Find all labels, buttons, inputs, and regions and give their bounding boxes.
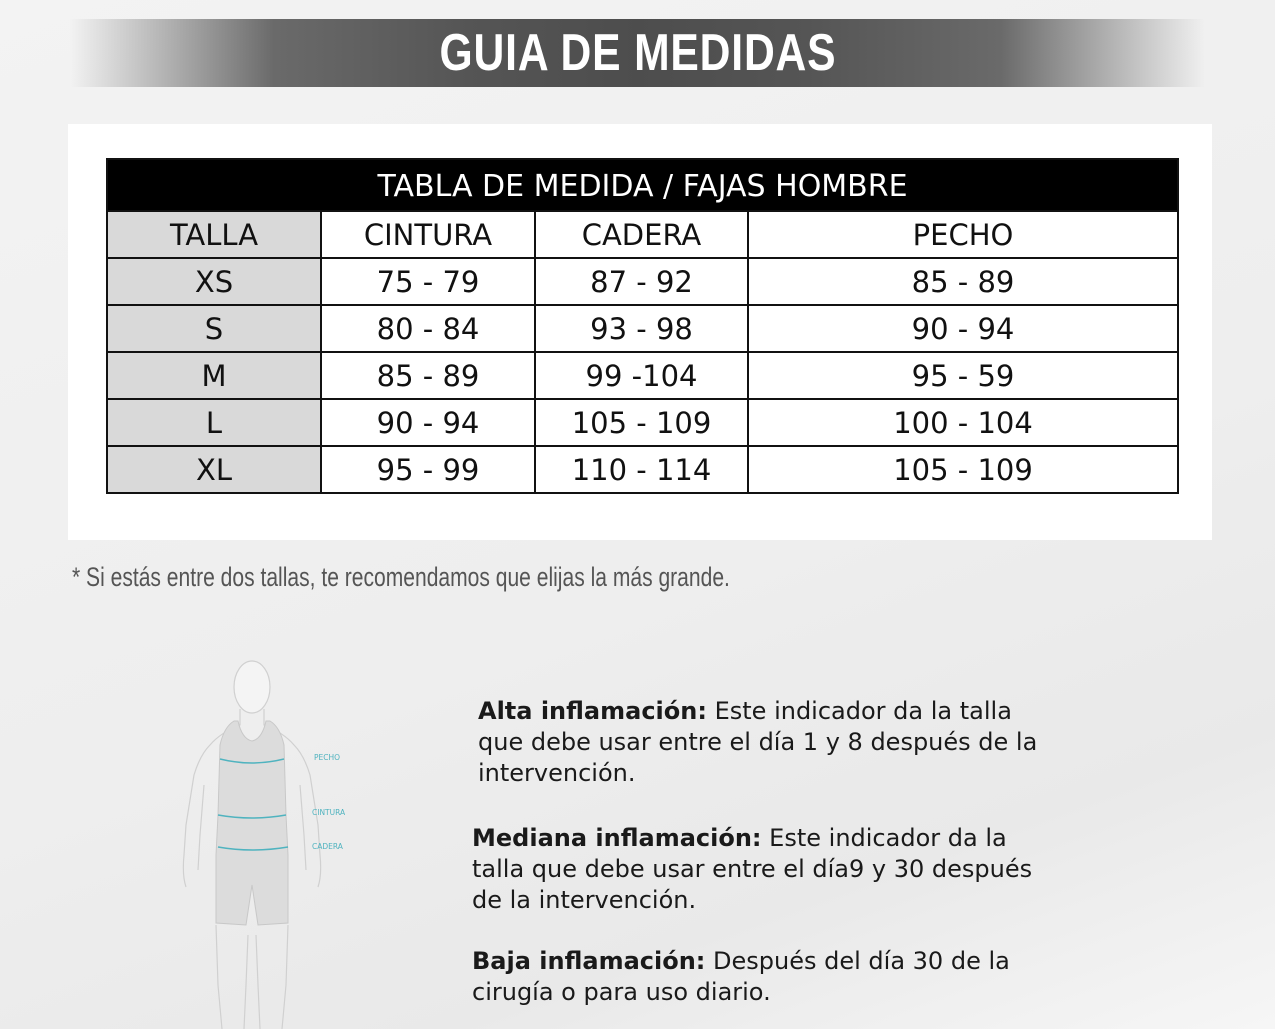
header-cintura: CINTURA bbox=[321, 211, 535, 258]
pecho-cell: 100 - 104 bbox=[748, 399, 1178, 446]
alta-inflamacion-text bbox=[478, 696, 1037, 789]
size-cell: XS bbox=[107, 258, 321, 305]
table-row bbox=[107, 399, 1178, 446]
header-cadera: CADERA bbox=[535, 211, 748, 258]
table-row bbox=[107, 258, 1178, 305]
header-pecho: PECHO bbox=[748, 211, 1178, 258]
alta-line1: Este indicador da la talla bbox=[714, 697, 1012, 725]
cadera-label: CADERA bbox=[312, 842, 343, 851]
mediana-line3: de la intervención. bbox=[472, 886, 697, 914]
pecho-label: PECHO bbox=[314, 753, 341, 762]
baja-label: Baja inflamación: bbox=[472, 947, 706, 975]
cadera-cell: 87 - 92 bbox=[535, 258, 748, 305]
mediana-line2: talla que debe usar entre el día9 y 30 después bbox=[472, 855, 1033, 883]
cadera-cell: 105 - 109 bbox=[535, 399, 748, 446]
title-banner bbox=[70, 19, 1205, 87]
size-cell: L bbox=[107, 399, 321, 446]
size-cell: M bbox=[107, 352, 321, 399]
mediana-label: Mediana inflamación: bbox=[472, 824, 762, 852]
baja-inflamacion-text bbox=[472, 946, 1010, 1008]
cintura-cell: 95 - 99 bbox=[321, 446, 535, 493]
baja-line2: cirugía o para uso diario. bbox=[472, 978, 771, 1006]
mediana-inflamacion-text bbox=[472, 823, 1032, 916]
alta-line3: intervención. bbox=[478, 759, 636, 787]
baja-line1: Después del día 30 de la bbox=[713, 947, 1010, 975]
table-caption-row bbox=[107, 159, 1178, 211]
header-talla: TALLA bbox=[107, 211, 321, 258]
table-caption: TABLA DE MEDIDA / FAJAS HOMBRE bbox=[107, 159, 1178, 211]
body-measurement-figure bbox=[160, 655, 370, 1029]
mediana-line1: Este indicador da la bbox=[769, 824, 1007, 852]
alta-line2: que debe usar entre el día 1 y 8 después de la bbox=[478, 728, 1038, 756]
cadera-cell: 110 - 114 bbox=[535, 446, 748, 493]
alta-label: Alta inflamación: bbox=[478, 697, 707, 725]
size-table bbox=[106, 158, 1179, 494]
cadera-cell: 93 - 98 bbox=[535, 305, 748, 352]
cintura-label: CINTURA bbox=[312, 808, 346, 817]
page-title: GUIA DE MEDIDAS bbox=[439, 24, 836, 82]
pecho-cell: 90 - 94 bbox=[748, 305, 1178, 352]
table-row bbox=[107, 305, 1178, 352]
cintura-cell: 90 - 94 bbox=[321, 399, 535, 446]
pecho-cell: 85 - 89 bbox=[748, 258, 1178, 305]
cintura-cell: 75 - 79 bbox=[321, 258, 535, 305]
size-cell: XL bbox=[107, 446, 321, 493]
cintura-cell: 85 - 89 bbox=[321, 352, 535, 399]
table-header-row bbox=[107, 211, 1178, 258]
size-table-card bbox=[68, 124, 1212, 540]
table-row bbox=[107, 446, 1178, 493]
garment-shape bbox=[216, 721, 288, 925]
cintura-cell: 80 - 84 bbox=[321, 305, 535, 352]
pecho-cell: 95 - 59 bbox=[748, 352, 1178, 399]
table-row bbox=[107, 352, 1178, 399]
size-cell: S bbox=[107, 305, 321, 352]
size-recommendation-note: * Si estás entre dos tallas, te recomendamos que elijas la más grande. bbox=[72, 562, 730, 592]
pecho-cell: 105 - 109 bbox=[748, 446, 1178, 493]
cadera-cell: 99 -104 bbox=[535, 352, 748, 399]
